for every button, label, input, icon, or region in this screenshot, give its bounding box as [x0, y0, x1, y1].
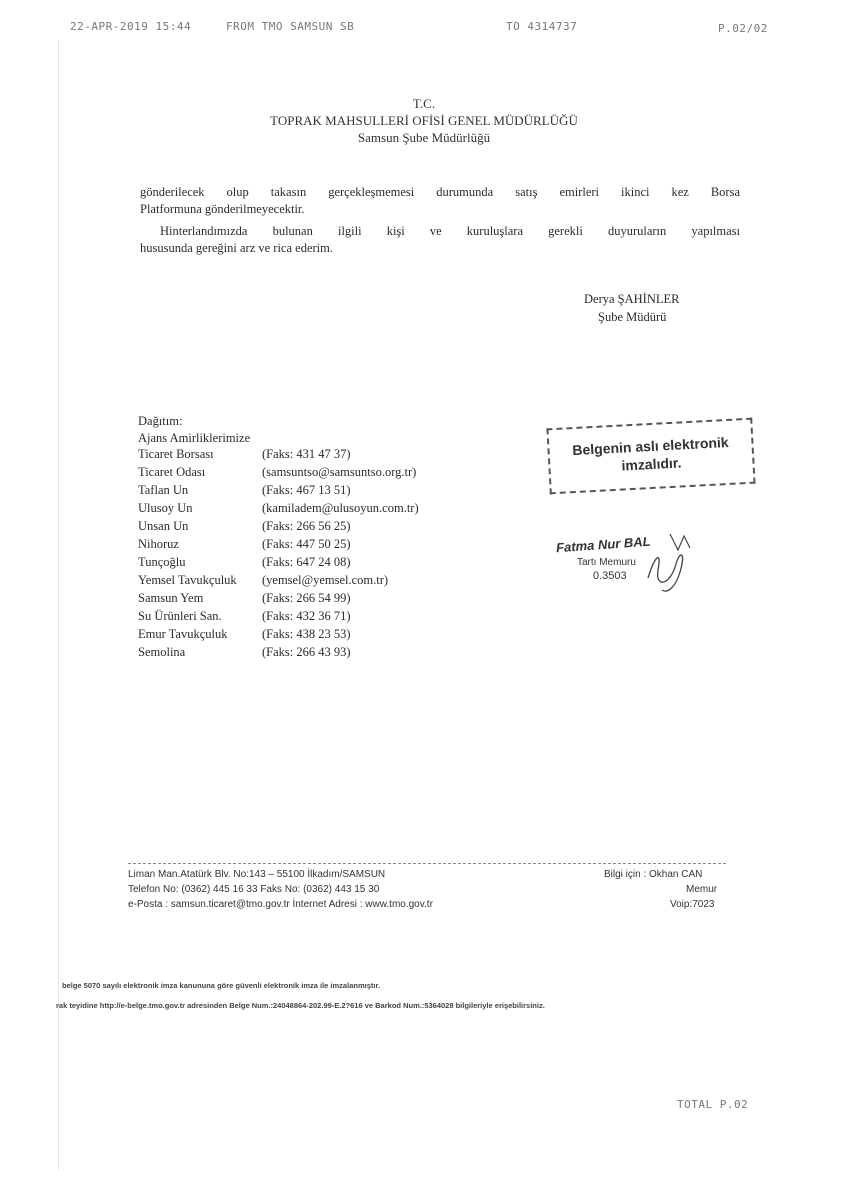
list-item-name: Tunçoğlu: [138, 555, 186, 569]
officer-title: Tartı Memuru: [577, 557, 636, 568]
stamp-line2: imzalıdır.: [621, 454, 682, 474]
list-item-contact: (Faks: 266 43 93): [262, 645, 351, 659]
footer-email: e-Posta : samsun.ticaret@tmo.gov.tr İnternet Adresi : www.tmo.gov.tr: [128, 899, 433, 910]
list-item-name: Yemsel Tavukçuluk: [138, 573, 237, 587]
footer-phone: Telefon No: (0362) 445 16 33 Faks No: (0362) 443 15 30: [128, 884, 380, 895]
list-item-name: Semolina: [138, 645, 186, 659]
list-item-contact: (Faks: 647 24 08): [262, 555, 351, 569]
list-item-name: Samsun Yem: [138, 591, 204, 605]
list-item-name: Su Ürünleri San.: [138, 609, 222, 623]
esign-note-line2: rak teyidine http://e-belge.tmo.gov.tr adresinden Belge Num.:24048864-202.99-E.2?616 ve Barkod Num.:5364028 bilgileriyle erişebilirsiniz.: [56, 1001, 545, 1010]
list-item-contact: (yemsel@yemsel.com.tr): [262, 573, 389, 587]
fax-to: TO 4314737: [506, 20, 578, 33]
list-item-contact: (Faks: 266 56 25): [262, 519, 351, 533]
list-item-name: Ticaret Borsası: [138, 447, 214, 461]
fax-from: FROM TMO SAMSUN SB: [226, 20, 355, 33]
list-item-name: Ticaret Odası: [138, 465, 206, 479]
footer-address: Liman Man.Atatürk Blv. No:143 – 55100 İlkadım/SAMSUN: [128, 869, 386, 880]
body-p2-line1: Hinterlandımızda bulunan ilgili kişi ve kuruluşlara gerekli duyuruların yapılması: [160, 224, 740, 238]
list-item-contact: (samsuntso@samsuntso.org.tr): [262, 465, 417, 479]
body-p2-line2: hususunda gereğini arz ve rica ederim.: [140, 241, 333, 255]
esign-note-line1: belge 5070 sayılı elektronik imza kanununa göre güvenli elektronik imza ile imzalanmıştır.: [62, 981, 381, 990]
electronic-signature-stamp: [546, 418, 755, 495]
list-item-name: Unsan Un: [138, 519, 189, 533]
body-p1-line1: gönderilecek olup takasın gerçekleşmemesi durumunda satış emirleri ikinci kez Borsa: [140, 185, 740, 199]
fax-page: P.02/02: [718, 22, 768, 35]
distribution-heading: Dağıtım:: [138, 414, 183, 428]
letterhead-org: TOPRAK MAHSULLERİ OFİSİ GENEL MÜDÜRLÜĞÜ: [270, 113, 578, 128]
letterhead-branch: Samsun Şube Müdürlüğü: [357, 130, 491, 145]
fax-total: TOTAL P.02: [677, 1098, 749, 1111]
footer-info-title: Memur: [686, 884, 718, 895]
list-item-contact: (Faks: 432 36 71): [262, 609, 351, 623]
footer-voip: Voip:7023: [670, 899, 715, 910]
list-item-contact: (Faks: 431 47 37): [262, 447, 351, 461]
letterhead-tc: T.C.: [412, 96, 436, 111]
body-p1-line2: Platformuna gönderilmeyecektir.: [140, 202, 305, 216]
list-item-contact: (Faks: 467 13 51): [262, 483, 351, 497]
list-item-contact: (kamiladem@ulusoyun.com.tr): [262, 501, 419, 515]
fax-datetime: 22-APR-2019 15:44: [70, 20, 192, 33]
distribution-group: Ajans Amirliklerimize: [138, 431, 251, 445]
officer-number: 0.3503: [593, 570, 627, 582]
list-item-contact: (Faks: 447 50 25): [262, 537, 351, 551]
footer-info: Bilgi için : Okhan CAN: [604, 869, 703, 880]
signer-name: Derya ŞAHİNLER: [584, 292, 680, 306]
officer-name: Fatma Nur BAL: [555, 533, 652, 556]
stamp-line1: Belgenin aslı elektronik: [571, 433, 729, 459]
list-item-name: Taflan Un: [138, 483, 189, 497]
list-item-name: Emur Tavukçuluk: [138, 627, 228, 641]
footer-divider: [128, 863, 726, 864]
list-item-name: Nihoruz: [138, 537, 179, 551]
signature-scribble-icon: [640, 528, 700, 598]
list-item-name: Ulusoy Un: [138, 501, 193, 515]
signer-title: Şube Müdürü: [598, 310, 667, 324]
list-item-contact: (Faks: 438 23 53): [262, 627, 351, 641]
list-item-contact: (Faks: 266 54 99): [262, 591, 351, 605]
